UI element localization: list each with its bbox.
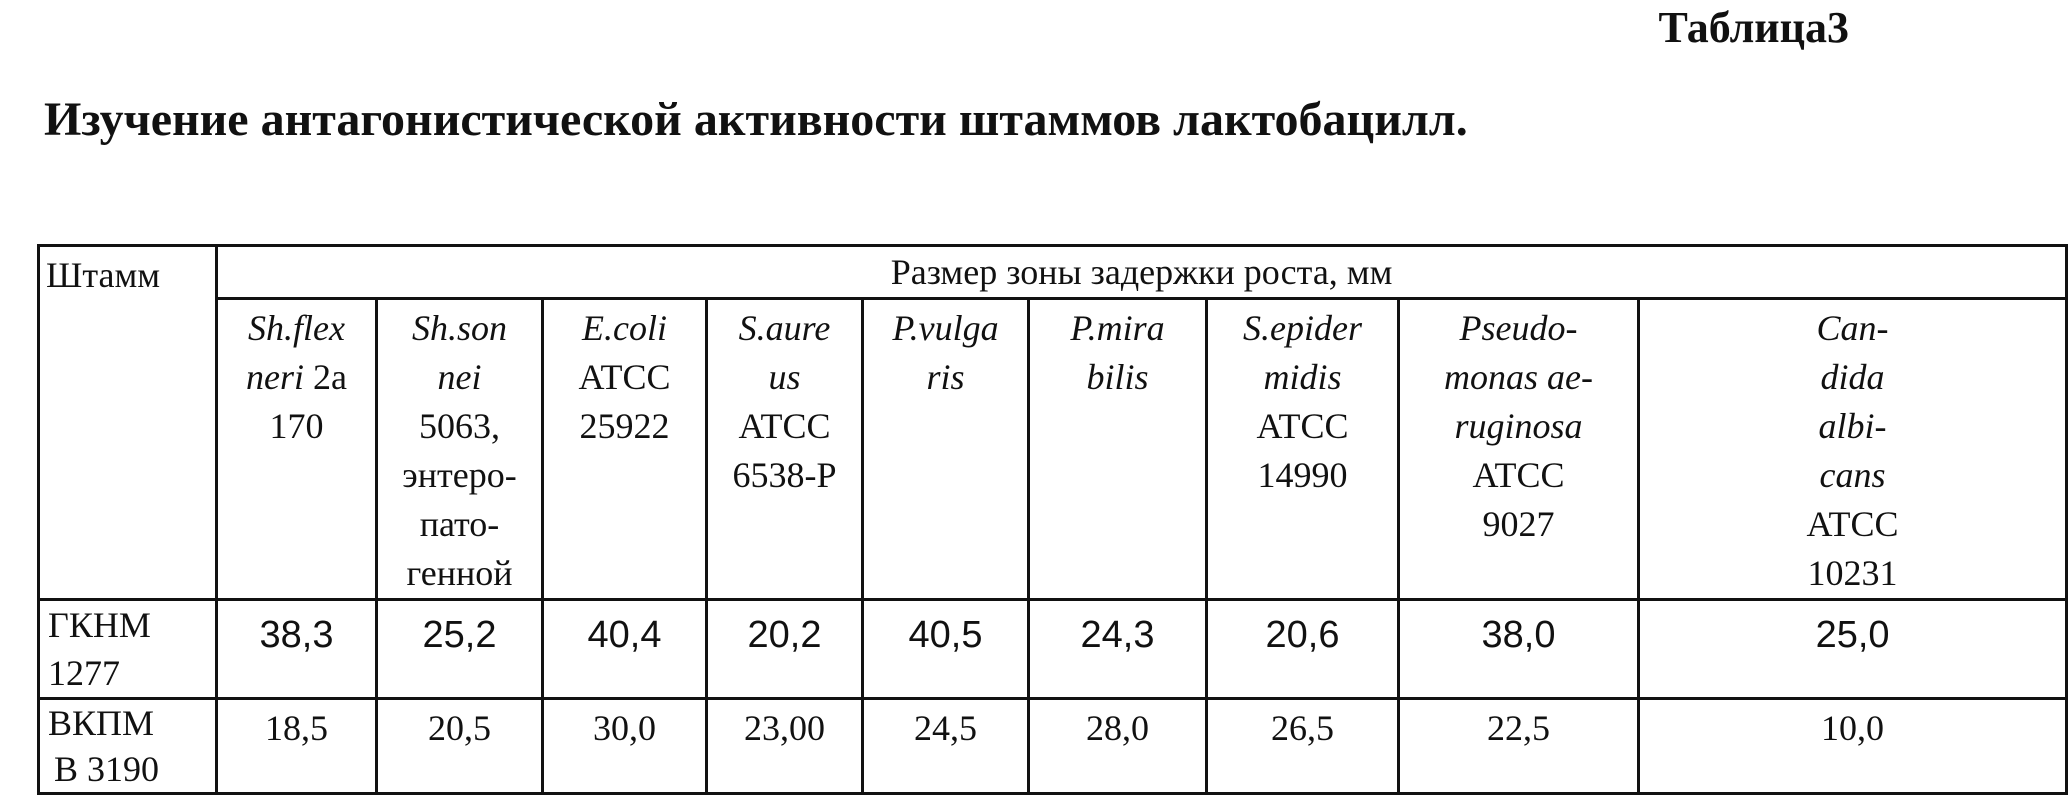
strain-name-cell	[39, 600, 217, 699]
organism-header-row	[39, 299, 2067, 600]
organism-header-cell	[217, 299, 377, 600]
organism-header-cell	[863, 299, 1029, 600]
organism-name-line: 6538-P	[732, 455, 837, 495]
organism-name-line: энтеро-	[402, 455, 517, 495]
value-cell: 20,6	[1207, 600, 1399, 699]
organism-name-line: neri 2a	[246, 357, 347, 397]
value-cell: 25,2	[377, 600, 543, 699]
strain-name-line2: В 3190	[54, 749, 160, 789]
organism-name-line: nei	[437, 357, 482, 397]
value-cell: 20,2	[707, 600, 863, 699]
table-row	[39, 699, 2067, 794]
organism-name-line: 10231	[1807, 553, 1898, 593]
organism-name-line: 5063,	[419, 406, 500, 446]
organism-header-cell	[1399, 299, 1639, 600]
organism-name-line: ATCC	[578, 357, 671, 397]
organism-name-line: ATCC	[738, 406, 831, 446]
organism-name-line: E.coli	[582, 308, 667, 348]
organism-name-line: bilis	[1086, 357, 1149, 397]
organism-name-line: ATCC	[1806, 504, 1899, 544]
organism-name-line: пато-	[419, 504, 500, 544]
value-cell: 24,3	[1029, 600, 1207, 699]
organism-name-line: Can-	[1816, 308, 1889, 348]
strain-name-line1: ГКНМ	[48, 605, 151, 645]
organism-name-line: albi-	[1818, 406, 1887, 446]
organism-header-cell	[1029, 299, 1207, 600]
value-cell: 23,00	[707, 699, 863, 794]
table-number-label: Таблица3	[1658, 3, 1849, 52]
organism-name-line: 170	[269, 406, 324, 446]
organism-name-line: ATCC	[1256, 406, 1349, 446]
organism-name-line: S.epider	[1243, 308, 1362, 348]
organism-name-line: Pseudo-	[1459, 308, 1578, 348]
value-cell: 26,5	[1207, 699, 1399, 794]
organism-name-line: 14990	[1257, 455, 1348, 495]
organism-name-line: Sh.flex	[248, 308, 345, 348]
organism-header-cell	[1207, 299, 1399, 600]
organism-name-line: ris	[926, 357, 965, 397]
organism-header-cell	[707, 299, 863, 600]
value-cell: 25,0	[1639, 600, 2067, 699]
value-cell: 28,0	[1029, 699, 1207, 794]
value-cell: 40,5	[863, 600, 1029, 699]
organism-header-cell	[543, 299, 707, 600]
organism-name-line: 25922	[579, 406, 670, 446]
antagonistic-activity-table	[37, 244, 2068, 795]
strain-name-line1: ВКПМ	[48, 703, 155, 743]
strain-name-cell	[39, 699, 217, 794]
value-cell: 24,5	[863, 699, 1029, 794]
organism-name-line: Sh.son	[411, 308, 507, 348]
value-cell: 22,5	[1399, 699, 1639, 794]
organism-name-line: cans	[1819, 455, 1886, 495]
value-cell: 40,4	[543, 600, 707, 699]
organism-name-line: us	[768, 357, 801, 397]
organism-name-line: P.mira	[1070, 308, 1165, 348]
organism-name-line: midis	[1263, 357, 1342, 397]
value-cell: 20,5	[377, 699, 543, 794]
value-cell: 18,5	[217, 699, 377, 794]
growth-zone-group-header: Размер зоны задержки роста, мм	[217, 246, 2067, 299]
value-cell: 10,0	[1639, 699, 2067, 794]
organism-name-line: dida	[1820, 357, 1885, 397]
organism-name-line: 9027	[1482, 504, 1555, 544]
strain-name-line2: 1277	[48, 653, 120, 693]
value-cell: 30,0	[543, 699, 707, 794]
organism-name-line: ATCC	[1472, 455, 1565, 495]
organism-name-line: monas ae-	[1444, 357, 1593, 397]
organism-name-line: генной	[406, 553, 513, 593]
organism-name-line: P.vulga	[892, 308, 999, 348]
strain-column-header: Штамм	[39, 246, 217, 600]
document-title: Изучение антагонистической активности штаммов лактобацилл.	[44, 93, 1468, 146]
value-cell: 38,3	[217, 600, 377, 699]
value-cell: 38,0	[1399, 600, 1639, 699]
organism-name-line: ruginosa	[1454, 406, 1583, 446]
table-row	[39, 600, 2067, 699]
organism-name-line: S.aure	[738, 308, 831, 348]
organism-header-cell	[1639, 299, 2067, 600]
organism-header-cell	[377, 299, 543, 600]
